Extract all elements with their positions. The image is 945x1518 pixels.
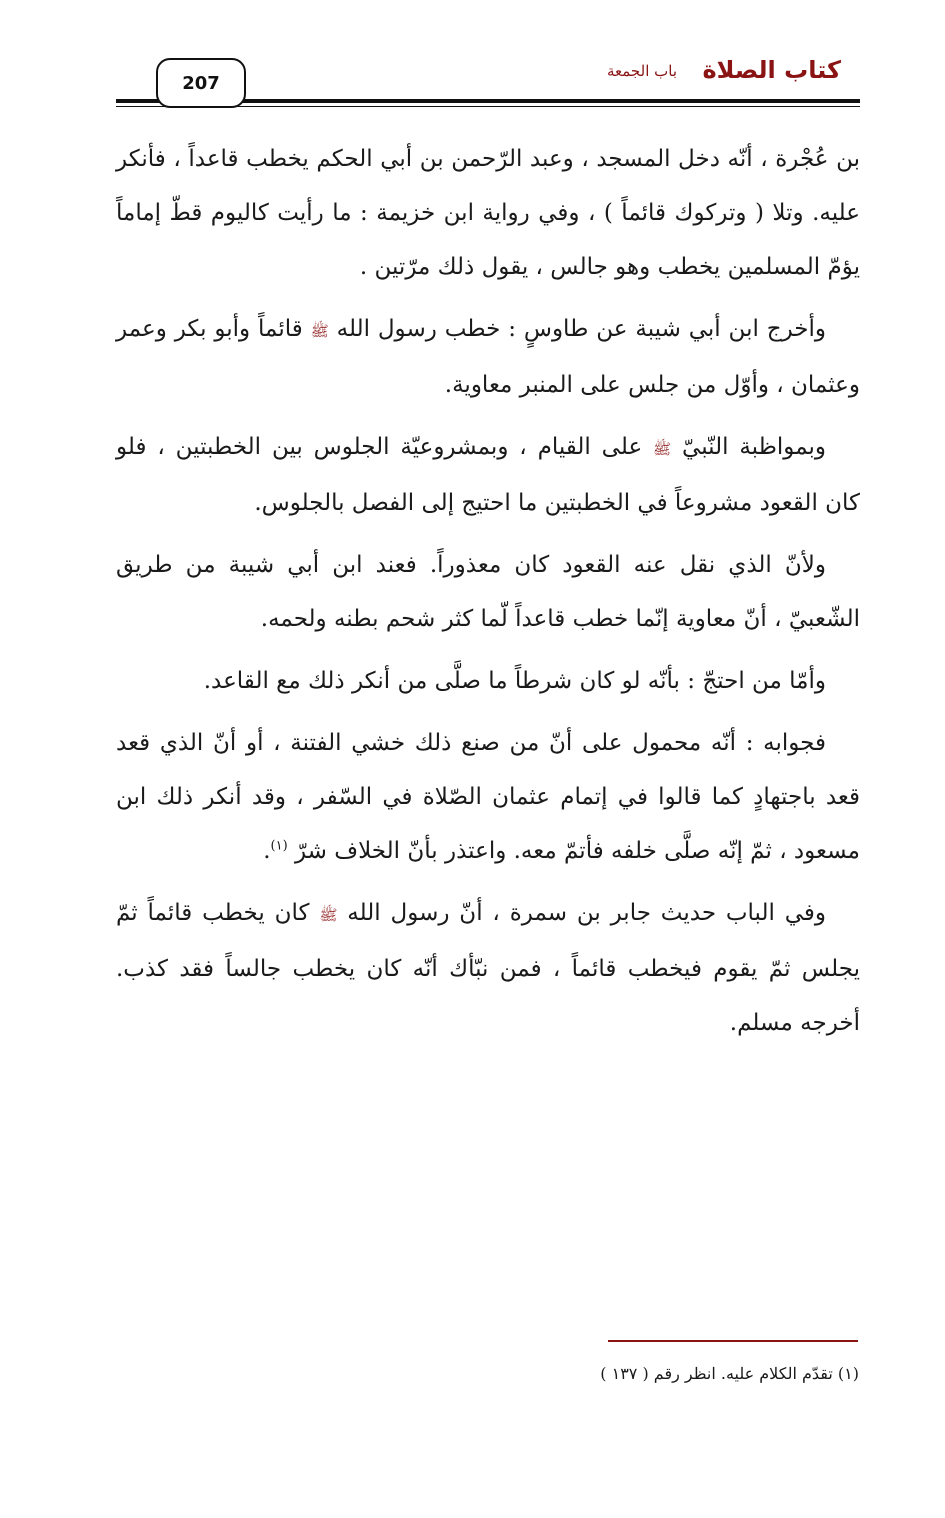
honorific-symbol: ﷺ <box>653 440 672 458</box>
paragraph-text: على القيام ، وبمشروعيّة الجلوس بين الخطبتين ، فلو كان القعود مشروعاً في الخطبتين ما احتيج إلى الفصل بالجلوس. <box>116 434 860 516</box>
paragraph-text: ولأنّ الذي نقل عنه القعود كان معذوراً. فعند ابن أبي شيبة من طريق الشّعبيّ ، أنّ معاوية إنّما خطب قاعداً لّما كثر شحم بطنه ولحمه. <box>116 552 860 632</box>
paragraph-text: قائماً وأبو بكر وعمر وعثمان ، وأوّل من جلس على المنبر معاوية. <box>116 316 860 398</box>
paragraph-text: وأخرج ابن أبي شيبة عن طاوسٍ : خطب رسول الله <box>328 316 826 342</box>
paragraph-text: بن عُجْرة ، أنّه دخل المسجد ، وعبد الرّحمن بن أبي الحكم يخطب قاعداً ، فأنكر عليه. وتلا ( وتركوك قائماً ) ، وفي رواية ابن خزيمة : ما رأيت كاليوم قطّ إماماً يؤمّ المسلمين يخطب وهو جالس ، يقول ذلك مرّتين . <box>116 146 860 280</box>
honorific-symbol: ﷺ <box>310 322 329 340</box>
paragraph <box>116 886 860 1050</box>
book-title: كتاب الصلاة <box>702 56 841 84</box>
paragraph-text: . <box>263 838 271 864</box>
paragraph <box>116 538 860 646</box>
paragraph-text: فجوابه : أنّه محمول على أنّ من صنع ذلك خشي الفتنة ، أو أنّ الذي قعد قعد باجتهادٍ كما قالوا في إتمام عثمان الصّلاة في السّفر ، وقد أنكر ذلك ابن مسعود ، ثمّ إنّه صلَّى خلفه فأتمّ معه. واعتذر بأنّ الخلاف شرّ <box>116 730 860 864</box>
page-header <box>0 0 945 110</box>
footnote: (١) تقدّم الكلام عليه. انظر رقم ( ١٣٧ ) <box>600 1364 859 1383</box>
paragraph-text: كان يخطب قائماً ثمّ يجلس ثمّ يقوم فيخطب قائماً ، فمن نبّأك أنّه كان يخطب جالساً فقد كذب. أخرجه مسلم. <box>116 900 860 1036</box>
paragraph <box>116 654 860 708</box>
page-number: 207 <box>156 58 246 108</box>
paragraph-text: وأمّا من احتجّ : بأنّه لو كان شرطاً ما صلَّى من أنكر ذلك مع القاعد. <box>203 668 826 694</box>
paragraph <box>116 302 860 412</box>
paragraph <box>116 716 860 878</box>
main-text <box>116 132 860 1058</box>
footnote-divider <box>608 1340 858 1342</box>
footnote-reference: (١) <box>270 838 288 854</box>
paragraph-text: وفي الباب حديث جابر بن سمرة ، أنّ رسول الله <box>337 900 826 926</box>
honorific-symbol: ﷺ <box>319 906 338 924</box>
paragraph-text: وبمواظبة النّبيّ <box>671 434 826 460</box>
chapter-title: باب الجمعة <box>606 62 677 80</box>
paragraph <box>116 420 860 530</box>
paragraph <box>116 132 860 294</box>
